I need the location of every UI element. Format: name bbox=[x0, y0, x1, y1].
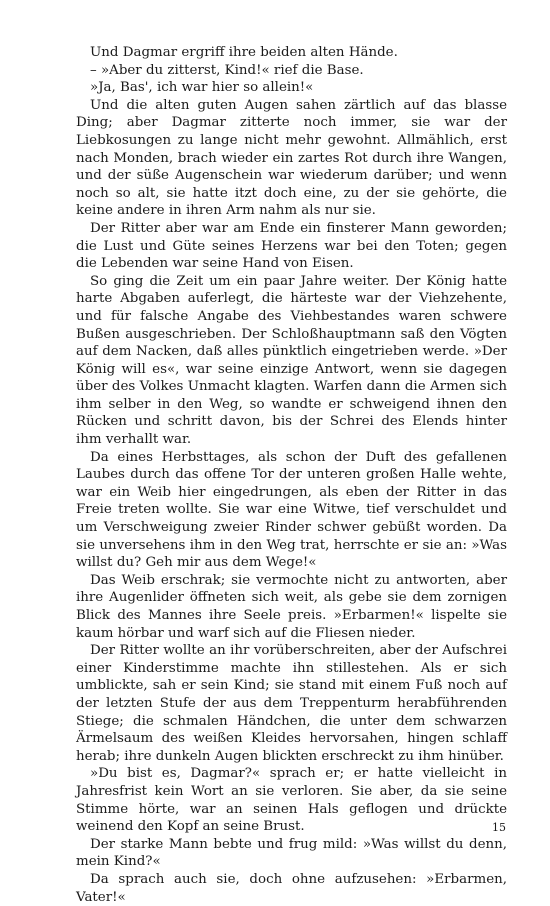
paragraph: Da eines Herbsttages, als schon der Duft des gefallenen Laubes durch das offene Tor der unteren großen Halle wehte, war ein Weib hier eingedrungen, als eben der Ritter in das Freie treten wollte. Sie war eine Witwe, tief verschuldet und um Verschweigung zweier Rinder schwer gebüßt worden. Da sie unversehens ihm in den Weg trat, herrschte er sie an: »Was willst du? Geh mir aus dem Wege!« bbox=[76, 449, 507, 571]
paragraph: Und Dagmar ergriff ihre beiden alten Hände. bbox=[90, 45, 398, 60]
paragraph: – »Aber du zitterst, Kind!« rief die Base. bbox=[90, 62, 364, 78]
paragraph: Das Weib erschrak; sie vermochte nicht zu antworten, aber ihre Augenlider öffneten sich weit, als gebe sie dem zornigen Blick des Mannes ihre Seele preis. »Erbarmen!« lispelte sie kaum hörbar und warf sich auf die Fliesen nieder. bbox=[76, 572, 507, 641]
paragraph: »Du bist es, Dagmar?« sprach er; er hatte vielleicht in Jahresfrist kein Wort an sie verloren. Sie aber, da sie seine Stimme hörte, war an seinen Hals geflogen und drückte weinend den Kopf an seine Brust. bbox=[76, 766, 507, 835]
paragraph: Da sprach auch sie, doch ohne aufzusehen: »Erbarmen, Vater!« bbox=[76, 871, 507, 905]
page-body bbox=[76, 44, 507, 906]
paragraph: Der Ritter wollte an ihr vorüberschreiten, aber der Aufschrei einer Kinderstimme machte ihn stillestehen. Als er sich umblickte, sah er sein Kind; sie stand mit einem Fuß noch auf der letzten Stufe der aus dem Treppenturm herabführenden Stiege; die schmalen Händchen, die unter dem schwarzen Ärmelsaum des weißen Kleides hervorsahen, hingen schlaff herab; ihre dunkeln Augen blickten erschreckt zu ihm hinüber. bbox=[76, 643, 507, 764]
page-number: 15 bbox=[492, 821, 506, 834]
paragraph: Der Ritter aber war am Ende ein finsterer Mann geworden; die Lust und Güte seines Herzens war bei den Toten; gegen die Lebenden war seine Hand von Eisen. bbox=[76, 220, 507, 272]
paragraph: Der starke Mann bebte und frug mild: »Was willst du denn, mein Kind?« bbox=[76, 836, 507, 870]
paragraph: »Ja, Bas', ich war hier so allein!« bbox=[90, 80, 314, 96]
paragraph: So ging die Zeit um ein paar Jahre weiter. Der König hatte harte Abgaben auferlegt, die härteste war der Viehzehente, und für falsche Angabe des Viehbestandes waren schwere Bußen ausgeschrieben. Der Schloßhauptmann saß den Vögten auf dem Nacken, daß alles pünktlich eingetrieben werde. »Der König will es«, war seine einzige Antwort, wenn sie dagegen über des Volkes Unmacht klagten. Warfen dann die Armen sich ihm selber in den Weg, so wandte er schweigend ihnen den Rücken und schritt davon, bis der Schrei des Elends hinter ihm verhallt war. bbox=[76, 273, 507, 448]
paragraph: Und die alten guten Augen sahen zärtlich auf das blasse Ding; aber Dagmar zitterte noch immer, sie war der Liebkosungen zu lange nicht mehr gewohnt. Allmählich, erst nach Monden, brach wieder ein zartes Rot durch ihre Wangen, und der süße Augenschein war wiederum darüber; und wenn noch so alt, sie hatte itzt doch eine, zu der sie gehörte, die keine andere in ihren Arm nahm als nur sie. bbox=[76, 97, 507, 219]
